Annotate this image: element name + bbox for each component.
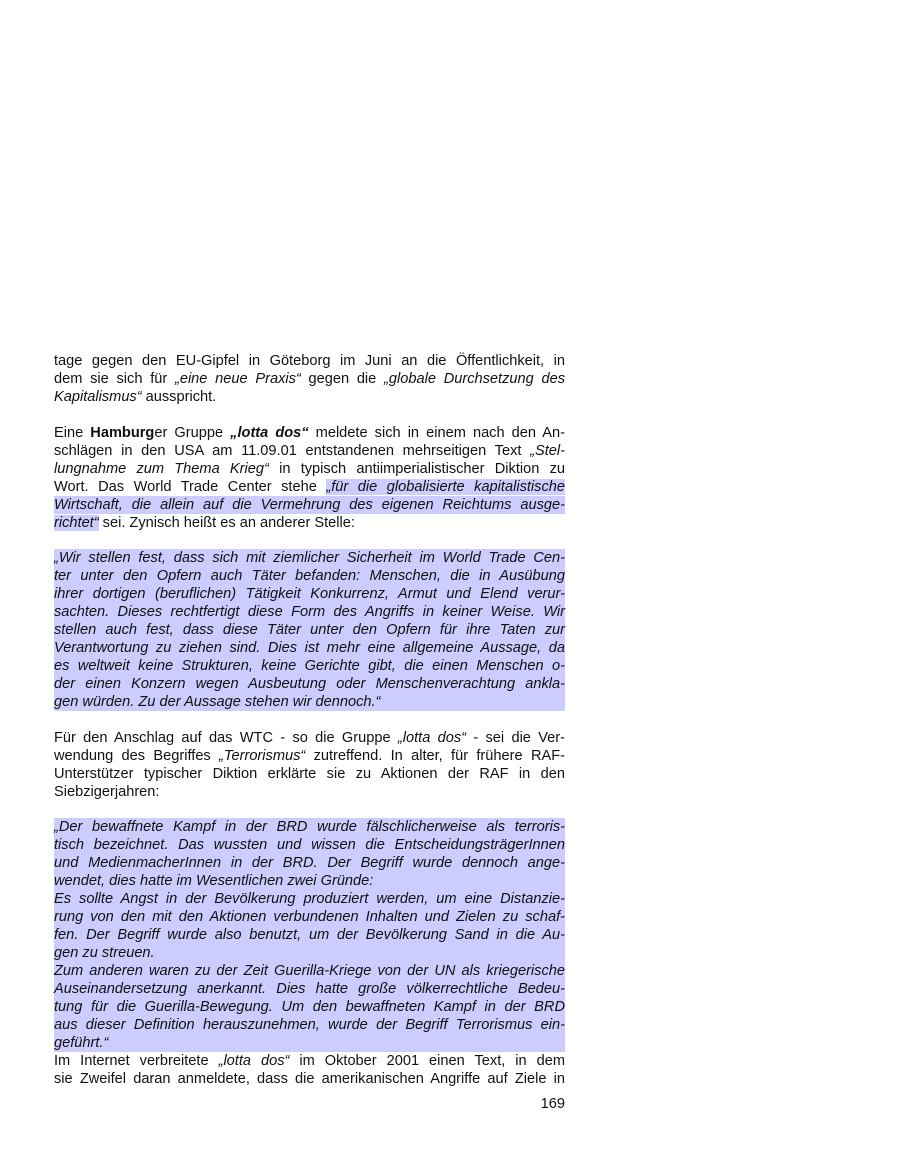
text-line: Unterstützer typischer Diktion erklärte sie zu Aktionen der RAF in den (54, 766, 565, 782)
quote-line: es weltweit keine Strukturen, keine Gerichte gibt, die einen Menschen o- (54, 658, 565, 674)
quote-line: Zum anderen waren zu der Zeit Guerilla-Kriege von der UN als kriegerische (54, 963, 565, 979)
quote-line: sachten. Dieses rechtfertigt diese Form des Angriffs in keiner Weise. Wir (54, 604, 565, 620)
text-line: Kapitalismus“ ausspricht. (54, 389, 217, 405)
quote-line: gen zu streuen. (54, 944, 565, 962)
quote-line: Auseinandersetzung anerkannt. Dies hatte große völkerrechtliche Bedeu- (54, 981, 565, 997)
quote-line: Es sollte Angst in der Bevölkerung produziert werden, um eine Distanzie- (54, 891, 565, 907)
page-number: 169 (540, 1096, 565, 1112)
quote-line: Verantwortung zu ziehen sind. Dies ist mehr eine allgemeine Aussage, da (54, 640, 565, 656)
text-line: Wort. Das World Trade Center stehe „für die globalisierte kapitalistische (54, 479, 565, 495)
quote-line: stellen auch fest, dass diese Täter unter den Opfern für ihre Taten zur (54, 622, 565, 638)
quote-line: geführt.“ (54, 1034, 565, 1052)
text-line: schlägen in den USA am 11.09.01 entstandenen mehrseitigen Text „Stel- (54, 443, 565, 459)
text-line: dem sie sich für „eine neue Praxis“ gegen die „globale Durchsetzung des (54, 371, 565, 387)
quote-line: ter unter den Opfern auch Täter befanden: Menschen, die in Ausübung (54, 568, 565, 584)
quote-line: tung für die Guerilla-Bewegung. Um den bewaffneten Kampf in der BRD (54, 999, 565, 1015)
quote-line: ihrer dortigen (beruflichen) Tätigkeit Konkurrenz, Armut und Elend verur- (54, 586, 565, 602)
quote-line: und MedienmacherInnen in der BRD. Der Begriff wurde dennoch ange- (54, 855, 565, 871)
paragraph-1 (54, 352, 565, 406)
quote-line: „Wir stellen fest, dass sich mit ziemlicher Sicherheit im World Trade Cen- (54, 550, 565, 566)
quote-block-2 (54, 818, 565, 1052)
text-line: Für den Anschlag auf das WTC - so die Gruppe „lotta dos“ - sei die Ver- (54, 730, 565, 746)
text-line: sie Zweifel daran anmeldete, dass die amerikanischen Angriffe auf Ziele in (54, 1071, 565, 1087)
quote-block-1 (54, 549, 565, 711)
quote-line: rung von den mit den Aktionen verbundenen Inhalten und Zielen zu schaf- (54, 909, 565, 925)
paragraph-4 (54, 1052, 565, 1088)
text-line: tage gegen den EU-Gipfel in Göteborg im Juni an die Öffentlichkeit, in (54, 353, 565, 369)
text-line: Wirtschaft, die allein auf die Vermehrung des eigenen Reichtums ausge- (54, 497, 565, 513)
text-line: Im Internet verbreitete „lotta dos“ im Oktober 2001 einen Text, in dem (54, 1053, 565, 1069)
paragraph-2 (54, 424, 565, 532)
text-line: wendung des Begriffes „Terrorismus“ zutreffend. In alter, für frühere RAF- (54, 748, 565, 764)
paragraph-3 (54, 729, 565, 801)
text-line: richtet“ sei. Zynisch heißt es an anderer Stelle: (54, 515, 355, 531)
quote-line: gen würden. Zu der Aussage stehen wir dennoch.“ (54, 693, 565, 711)
quote-line: der einen Konzern wegen Ausbeutung oder Menschenverachtung ankla- (54, 676, 565, 692)
quote-line: fen. Der Begriff wurde also benutzt, um der Bevölkerung Sand in die Au- (54, 927, 565, 943)
text-line: Eine Hamburger Gruppe „lotta dos“ meldete sich in einem nach den An- (54, 425, 566, 441)
quote-line: aus dieser Definition herauszunehmen, wurde der Begriff Terrorismus ein- (54, 1017, 565, 1033)
quote-line: „Der bewaffnete Kampf in der BRD wurde fälschlicherweise als terroris- (54, 819, 565, 835)
quote-line: wendet, dies hatte im Wesentlichen zwei Gründe: (54, 872, 565, 890)
text-line: Siebzigerjahren: (54, 784, 160, 800)
quote-line: tisch bezeichnet. Das wussten und wissen die EntscheidungsträgerInnen (54, 837, 565, 853)
text-line: lungnahme zum Thema Krieg“ in typisch antiimperialistischer Diktion zu (54, 461, 566, 477)
